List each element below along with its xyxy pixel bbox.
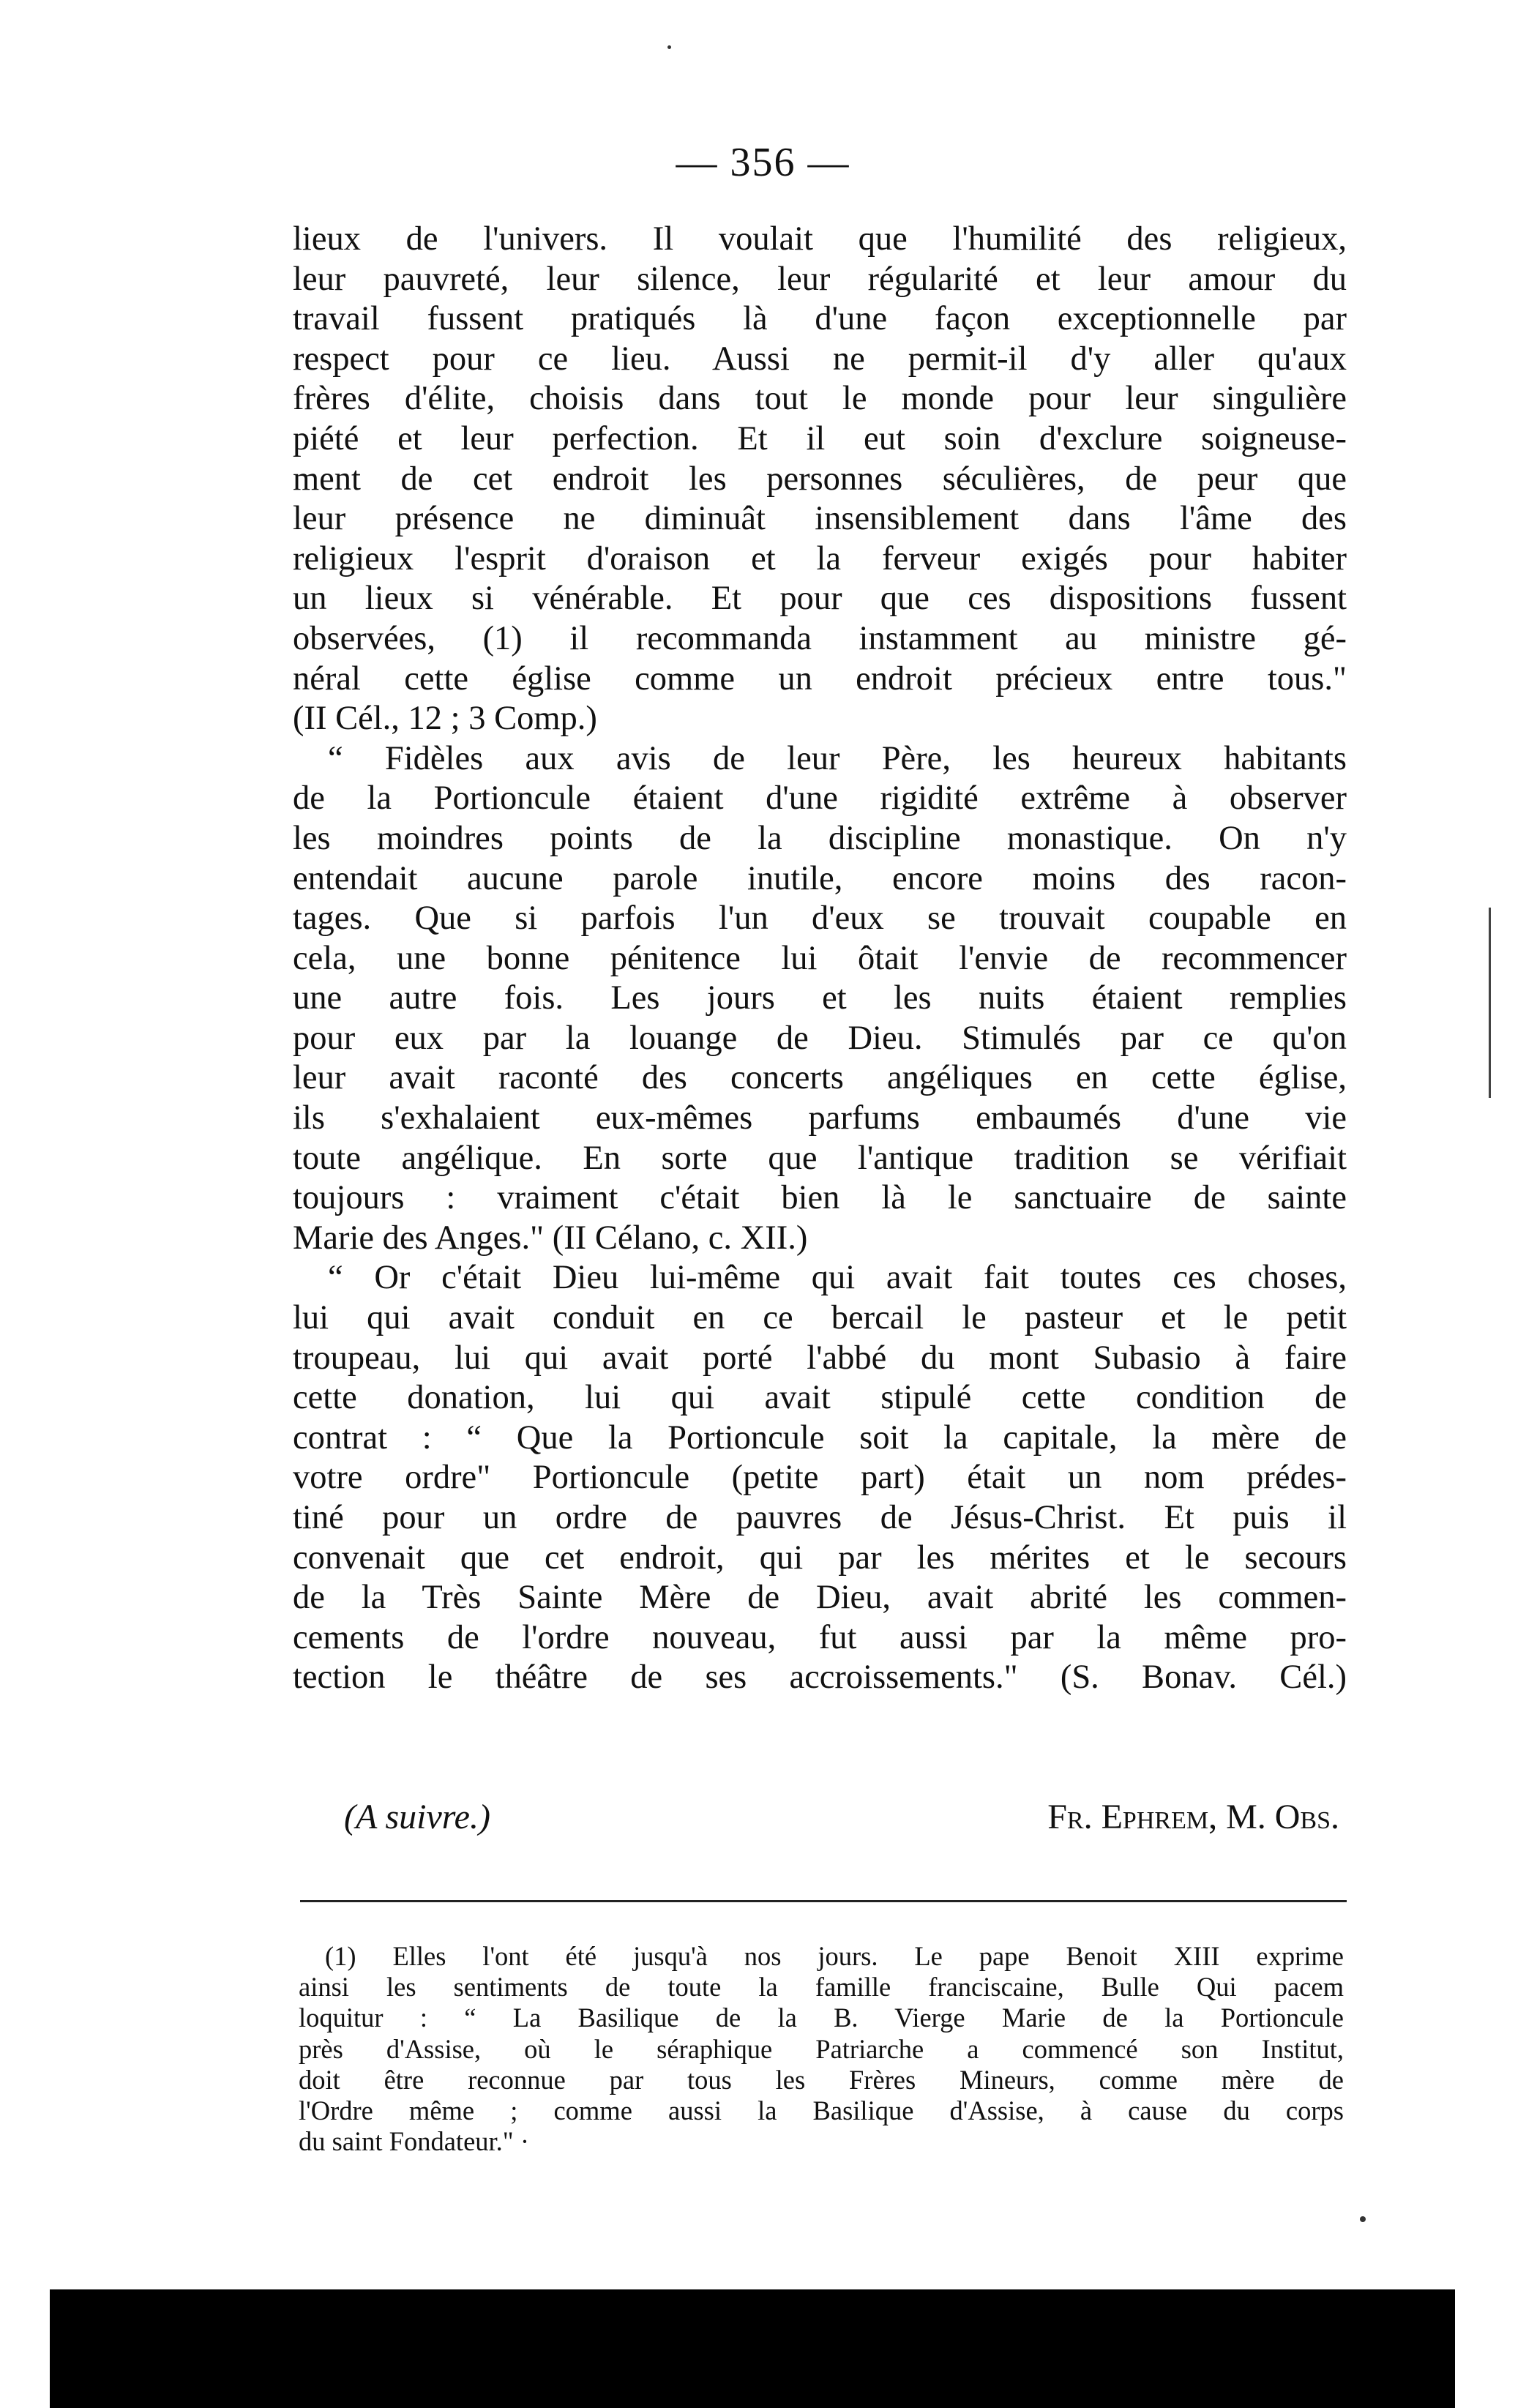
footnote-line: du saint Fondateur." · [299,2126,529,2157]
text-line: néral cette église comme un endroit précieux entre tous." [293,659,1347,698]
footnote [299,1941,1344,2157]
text-line: leur présence ne diminuât insensiblement dans l'âme des [293,500,1347,538]
text-line: ils s'exhalaient eux-mêmes parfums embaumés d'une vie [293,1099,1347,1137]
text-line: cements de l'ordre nouveau, fut aussi par la même pro- [293,1618,1347,1656]
text-line: piété et leur perfection. Et il eut soin d'exclure soigneuse- [293,419,1347,457]
text-line: tection le théâtre de ses accroissements." (S. Bonav. Cél.) [293,1659,1347,1697]
text-line: lieux de l'univers. Il voulait que l'humilité des religieux, [293,220,1347,258]
text-line: religieux l'esprit d'oraison et la ferveur exigés pour habiter [293,539,1347,577]
text-line: frères d'élite, choisis dans tout le monde pour leur singulière [293,380,1347,418]
page-edge-mark [1489,908,1491,1098]
scan-bottom-edge [50,2289,1455,2408]
footnote-line: (1) Elles l'ont été jusqu'à nos jours. Le pape Benoit XIII exprime [325,1941,1344,1971]
footnote-line: l'Ordre même ; comme aussi la Basilique d'Assise, à cause du corps [299,2095,1344,2125]
to-be-continued: (A suivre.) [344,1798,490,1836]
author-signature: Fr. Ephrem, M. Obs. [1047,1798,1339,1836]
text-line: convenait que cet endroit, qui par les mérites et le secours [293,1538,1347,1577]
text-line: troupeau, lui qui avait porté l'abbé du mont Subasio à faire [293,1339,1347,1377]
footnote-line: ainsi les sentiments de toute la famille franciscaine, Bulle Qui pacem [299,1972,1344,2003]
footnote-line: près d'Assise, où le séraphique Patriarche a commencé son Institut, [299,2033,1344,2064]
text-line: cela, une bonne pénitence lui ôtait l'envie de recommencer [293,939,1347,977]
page-number: — 356 — [676,140,850,185]
text-line: observées, (1) il recommanda instamment au ministre gé- [293,619,1347,657]
text-line: respect pour ce lieu. Aussi ne permit-il d'y aller qu'aux [293,340,1347,378]
text-line: (II Cél., 12 ; 3 Comp.) [293,700,597,738]
text-line: tages. Que si parfois l'un d'eux se trouvait coupable en [293,900,1347,938]
body-text [293,220,1347,1698]
text-line: ment de cet endroit les personnes séculières, de peur que [293,460,1347,498]
text-line: “ Or c'était Dieu lui-même qui avait fait toutes ces choses, [328,1259,1347,1297]
footnote-divider [300,1900,1347,1902]
footnote-line: doit être reconnue par tous les Frères Mineurs, comme mère de [299,2064,1344,2095]
text-line: une autre fois. Les jours et les nuits étaient remplies [293,979,1347,1017]
text-line: cette donation, lui qui avait stipulé cette condition de [293,1379,1347,1417]
text-line: “ Fidèles aux avis de leur Père, les heureux habitants [328,739,1347,777]
text-line: entendait aucune parole inutile, encore moins des racon- [293,859,1347,897]
text-line: contrat : “ Que la Portioncule soit la capitale, la mère de [293,1418,1347,1457]
text-line: les moindres points de la discipline monastique. On n'y [293,819,1347,857]
text-line: de la Portioncule étaient d'une rigidité extrême à observer [293,779,1347,818]
text-line: leur avait raconté des concerts angéliques en cette église, [293,1059,1347,1097]
text-line: tiné pour un ordre de pauvres de Jésus-Christ. Et puis il [293,1499,1347,1536]
footnote-line: loquitur : “ La Basilique de la B. Vierge Marie de la Portioncule [299,2003,1344,2033]
text-line: toute angélique. En sorte que l'antique tradition se vérifiait [293,1139,1347,1177]
signature-line [344,1797,1339,1841]
text-line: toujours : vraiment c'était bien là le sanctuaire de sainte [293,1179,1347,1217]
text-line: un lieux si vénérable. Et pour que ces dispositions fussent [293,580,1347,618]
text-line: lui qui avait conduit en ce bercail le pasteur et le petit [293,1299,1347,1337]
text-line: Marie des Anges." (II Célano, c. XII.) [293,1219,808,1257]
text-line: travail fussent pratiqués là d'une façon exceptionnelle par [293,300,1347,338]
text-line: leur pauvreté, leur silence, leur régularité et leur amour du [293,260,1347,298]
text-line: de la Très Sainte Mère de Dieu, avait abrité les commen- [293,1579,1347,1617]
ink-speck [1360,2216,1366,2222]
text-line: pour eux par la louange de Dieu. Stimulés par ce qu'on [293,1019,1347,1057]
text-line: votre ordre" Portioncule (petite part) était un nom prédes- [293,1459,1347,1497]
ink-speck [667,45,671,49]
